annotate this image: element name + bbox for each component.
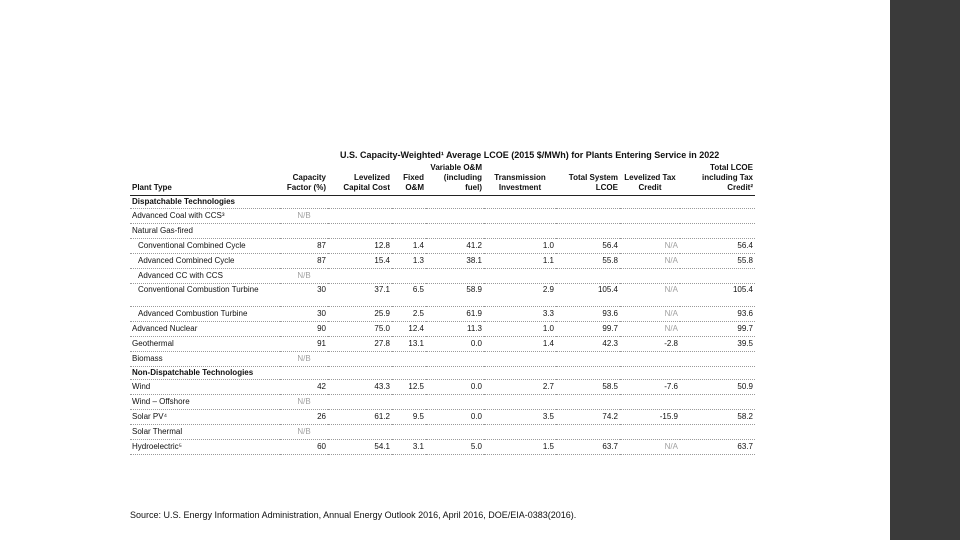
tax-credit: -15.9 [659,412,678,421]
total-lcoe: 105.4 [597,285,618,294]
transmission: 1.5 [542,442,554,451]
fixed-om: 9.5 [412,412,424,421]
section-label-dispatchable: Dispatchable Technologies [132,197,235,206]
fixed-om: 13.1 [408,339,424,348]
total-with-credit: 99.7 [737,324,753,333]
total-with-credit: 39.5 [737,339,753,348]
right-side-band [890,0,960,540]
total-with-credit: 63.7 [737,442,753,451]
col-header-tax-credit: Levelized Tax Credit [624,173,676,192]
plant-name: Advanced Nuclear [132,324,198,333]
capital-cost: 54.1 [374,442,390,451]
capacity-factor: 30 [317,285,326,294]
fixed-om: 6.5 [412,285,424,294]
total-with-credit: 55.8 [737,256,753,265]
plant-name: Wind [132,382,151,391]
capacity-factor: 91 [317,339,326,348]
tax-credit: N/A [664,324,678,333]
variable-om: 41.2 [466,241,482,250]
fixed-om: 12.4 [408,324,424,333]
tax-credit: -2.8 [664,339,678,348]
col-header-total-with-credit: Total LCOE including Tax Credit² [702,163,753,192]
table-row [130,337,755,352]
total-with-credit: 56.4 [737,241,753,250]
total-lcoe: 56.4 [602,241,618,250]
table-row [130,307,755,322]
capital-cost: 25.9 [374,309,390,318]
col-header-fixed-om: Fixed O&M [403,173,424,192]
table-row [130,395,755,410]
total-lcoe: 58.5 [602,382,618,391]
capital-cost: 12.8 [374,241,390,250]
total-lcoe: 99.7 [602,324,618,333]
fixed-om: 12.5 [408,382,424,391]
source-citation: Source: U.S. Energy Information Administration, Annual Energy Outlook 2016, April 2016, DOE/EIA-0383(2016). [130,510,577,520]
tax-credit: N/A [664,309,678,318]
section-row [130,196,755,209]
total-lcoe: 74.2 [602,412,618,421]
variable-om: 0.0 [470,382,482,391]
table-row [130,239,755,254]
capacity-factor: 87 [317,241,326,250]
plant-name: Advanced CC with CCS [138,271,223,280]
table-title: U.S. Capacity-Weighted¹ Average LCOE (2015 $/MWh) for Plants Entering Service in 2022 [340,150,720,160]
variable-om: 58.9 [466,285,482,294]
fixed-om: 3.1 [412,442,424,451]
tax-credit: N/A [664,442,678,451]
total-with-credit: 50.9 [737,382,753,391]
variable-om: 11.3 [467,324,482,333]
plant-name: Solar PV⁴ [132,412,168,421]
plant-name: Geothermal [132,339,174,348]
col-header-plant-type: Plant Type [132,183,172,192]
plant-name: Solar Thermal [132,427,183,436]
col-header-capacity-factor: Capacity Factor (%) [286,173,326,192]
total-lcoe: 42.3 [602,339,618,348]
transmission: 2.7 [542,382,554,391]
fixed-om: 2.5 [412,309,424,318]
capacity-factor: N/B [297,354,311,363]
transmission: 1.4 [542,339,554,348]
variable-om: 61.9 [466,309,482,318]
table-row [130,284,755,307]
plant-name: Advanced Combustion Turbine [138,309,248,318]
plant-name: Natural Gas-fired [132,226,193,235]
variable-om: 38.1 [466,256,482,265]
table-row [130,410,755,425]
total-lcoe: 93.6 [602,309,618,318]
table-row [130,440,755,455]
plant-name: Wind – Offshore [132,397,190,406]
plant-name: Hydroelectric⁵ [132,442,182,451]
total-lcoe: 55.8 [602,256,618,265]
col-header-capital-cost: Levelized Capital Cost [343,173,390,192]
capacity-factor: 60 [317,442,326,451]
variable-om: 0.0 [470,412,482,421]
lcoe-table-container [130,148,755,455]
capacity-factor: N/B [297,397,311,406]
header-row [130,163,755,196]
table-row [130,254,755,269]
transmission: 3.3 [542,309,554,318]
fixed-om: 1.4 [412,241,424,250]
section-row [130,367,755,380]
transmission: 3.5 [542,412,554,421]
table-row [130,352,755,367]
plant-name: Advanced Combined Cycle [138,256,235,265]
lcoe-table [130,163,755,455]
table-row [130,425,755,440]
col-header-variable-om: Variable O&M (including fuel) [430,163,482,192]
table-row [130,269,755,284]
capacity-factor: N/B [297,427,311,436]
total-with-credit: 93.6 [737,309,753,318]
transmission: 1.0 [542,241,554,250]
total-with-credit: 105.4 [732,285,753,294]
plant-name: Advanced Coal with CCS³ [132,211,225,220]
tax-credit: N/A [664,256,678,265]
table-row [130,209,755,224]
capital-cost: 27.8 [374,339,390,348]
transmission: 2.9 [542,285,554,294]
plant-name: Conventional Combustion Turbine [138,285,259,294]
capacity-factor: 90 [317,324,326,333]
variable-om: 0.0 [470,339,482,348]
total-with-credit: 58.2 [737,412,753,421]
capacity-factor: N/B [297,271,311,280]
capacity-factor: N/B [297,211,311,220]
capacity-factor: 26 [317,412,326,421]
capacity-factor: 30 [317,309,326,318]
total-lcoe: 63.7 [602,442,618,451]
capital-cost: 61.2 [374,412,390,421]
table-row [130,380,755,395]
capacity-factor: 87 [317,256,326,265]
col-header-total-lcoe: Total System LCOE [568,173,618,192]
col-header-transmission: Transmission Investment [494,173,546,192]
capital-cost: 75.0 [374,324,390,333]
transmission: 1.0 [542,324,554,333]
capital-cost: 43.3 [374,382,390,391]
fixed-om: 1.3 [412,256,424,265]
transmission: 1.1 [542,256,554,265]
tax-credit: N/A [664,285,678,294]
plant-name: Conventional Combined Cycle [138,241,246,250]
section-label-non-dispatchable: Non-Dispatchable Technologies [132,368,254,377]
capital-cost: 15.4 [374,256,390,265]
variable-om: 5.0 [470,442,482,451]
table-row [130,224,755,239]
capital-cost: 37.1 [374,285,390,294]
capacity-factor: 42 [317,382,326,391]
tax-credit: N/A [664,241,678,250]
plant-name: Biomass [132,354,163,363]
tax-credit: -7.6 [664,382,678,391]
table-row [130,322,755,337]
